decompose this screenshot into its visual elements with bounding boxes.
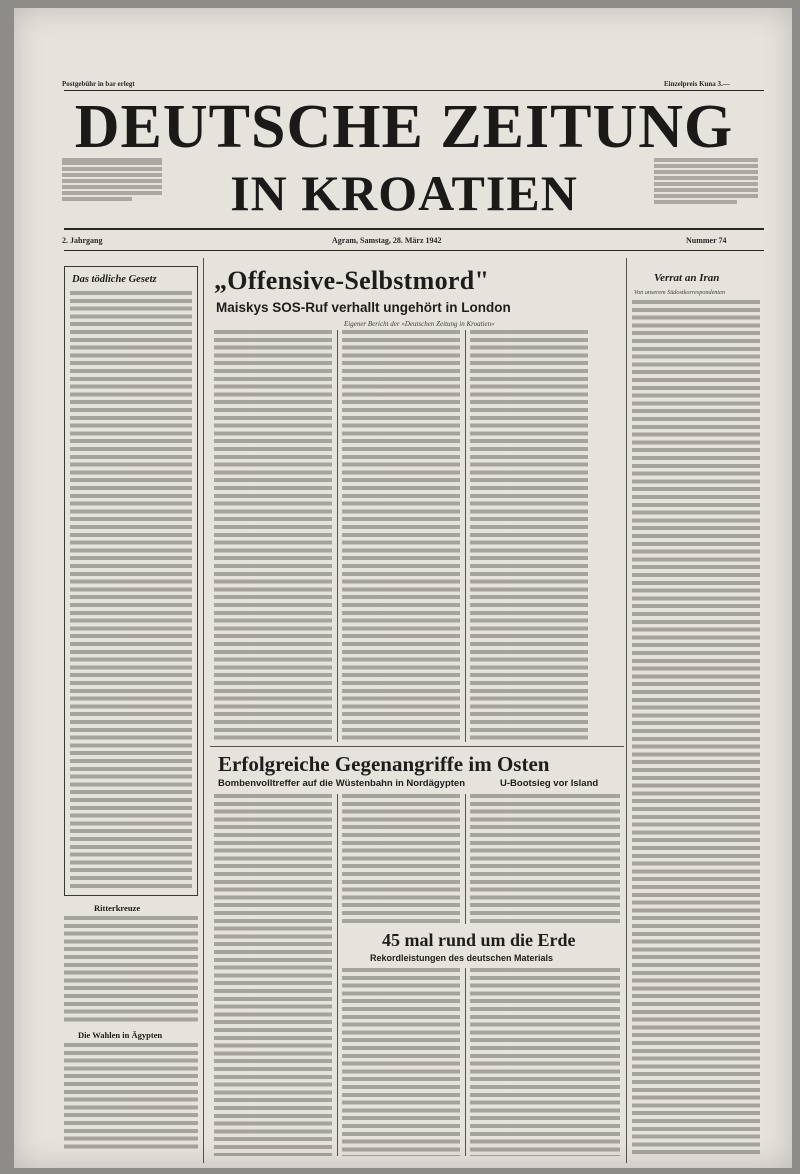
ritterkreuze-title: Ritterkreuze <box>94 903 141 913</box>
volume-label: 2. Jahrgang <box>62 236 103 245</box>
third-story-col1 <box>342 968 460 1156</box>
second-subheadline-left: Bombenvolltreffer auf die Wüstenbahn in Nordägypten <box>218 778 466 789</box>
masthead-title-line1: DEUTSCHE ZEITUNG <box>74 93 734 161</box>
second-story-col3 <box>470 794 620 924</box>
newspaper-page <box>14 8 792 1168</box>
elections-text <box>64 1043 198 1151</box>
masthead-title-line2: IN KROATIEN <box>230 165 578 221</box>
elections-title: Die Wahlen in Ägypten <box>78 1030 163 1040</box>
feature-box-title: Das tödliche Gesetz <box>72 274 157 285</box>
price-note: Einzelpreis Kuna 3.— <box>664 80 730 88</box>
third-subheadline: Rekordleistungen des deutschen Materials <box>370 953 554 963</box>
dateline-rule <box>64 250 764 251</box>
right-column-text <box>632 300 760 1156</box>
main-headline: „Offensive-Selbstmord" <box>214 266 490 295</box>
postage-note: Postgebühr in bar erlegt <box>62 80 135 88</box>
second-subheadline-right: U-Bootsieg vor Island <box>500 778 599 789</box>
feature-box-text <box>70 291 192 889</box>
column-rule-6 <box>465 968 466 1156</box>
main-story-col2 <box>342 330 460 742</box>
second-story-col2 <box>342 794 460 924</box>
column-rule-7 <box>626 258 627 1163</box>
issue-number: Nummer 74 <box>686 236 727 245</box>
column-rule-3 <box>465 330 466 742</box>
right-column-title: Verrat an Iran <box>654 272 720 284</box>
column-rule-2 <box>337 330 338 742</box>
story-divider <box>210 746 624 747</box>
second-headline: Erfolgreiche Gegenangriffe im Osten <box>218 752 550 776</box>
main-byline: Eigener Bericht der »Deutschen Zeitung in Kroatien« <box>344 320 495 328</box>
right-column-byline: Von unserem Südostkorrespondenten <box>634 289 725 296</box>
masthead-bottom-rule <box>64 228 764 230</box>
issue-date: Agram, Samstag, 28. März 1942 <box>332 236 442 245</box>
column-rule-5 <box>465 794 466 924</box>
column-rule-1 <box>203 258 204 1163</box>
main-story-col1 <box>214 330 332 742</box>
column-rule-4 <box>337 794 338 1156</box>
main-subheadline: Maiskys SOS-Ruf verhallt ungehört in London <box>216 300 511 315</box>
main-story-col3 <box>470 330 588 742</box>
third-story-col2 <box>470 968 620 1156</box>
second-story-col1 <box>214 794 332 1156</box>
masthead-top-rule <box>64 90 764 91</box>
third-headline: 45 mal rund um die Erde <box>382 930 576 950</box>
ritterkreuze-text <box>64 916 198 1024</box>
